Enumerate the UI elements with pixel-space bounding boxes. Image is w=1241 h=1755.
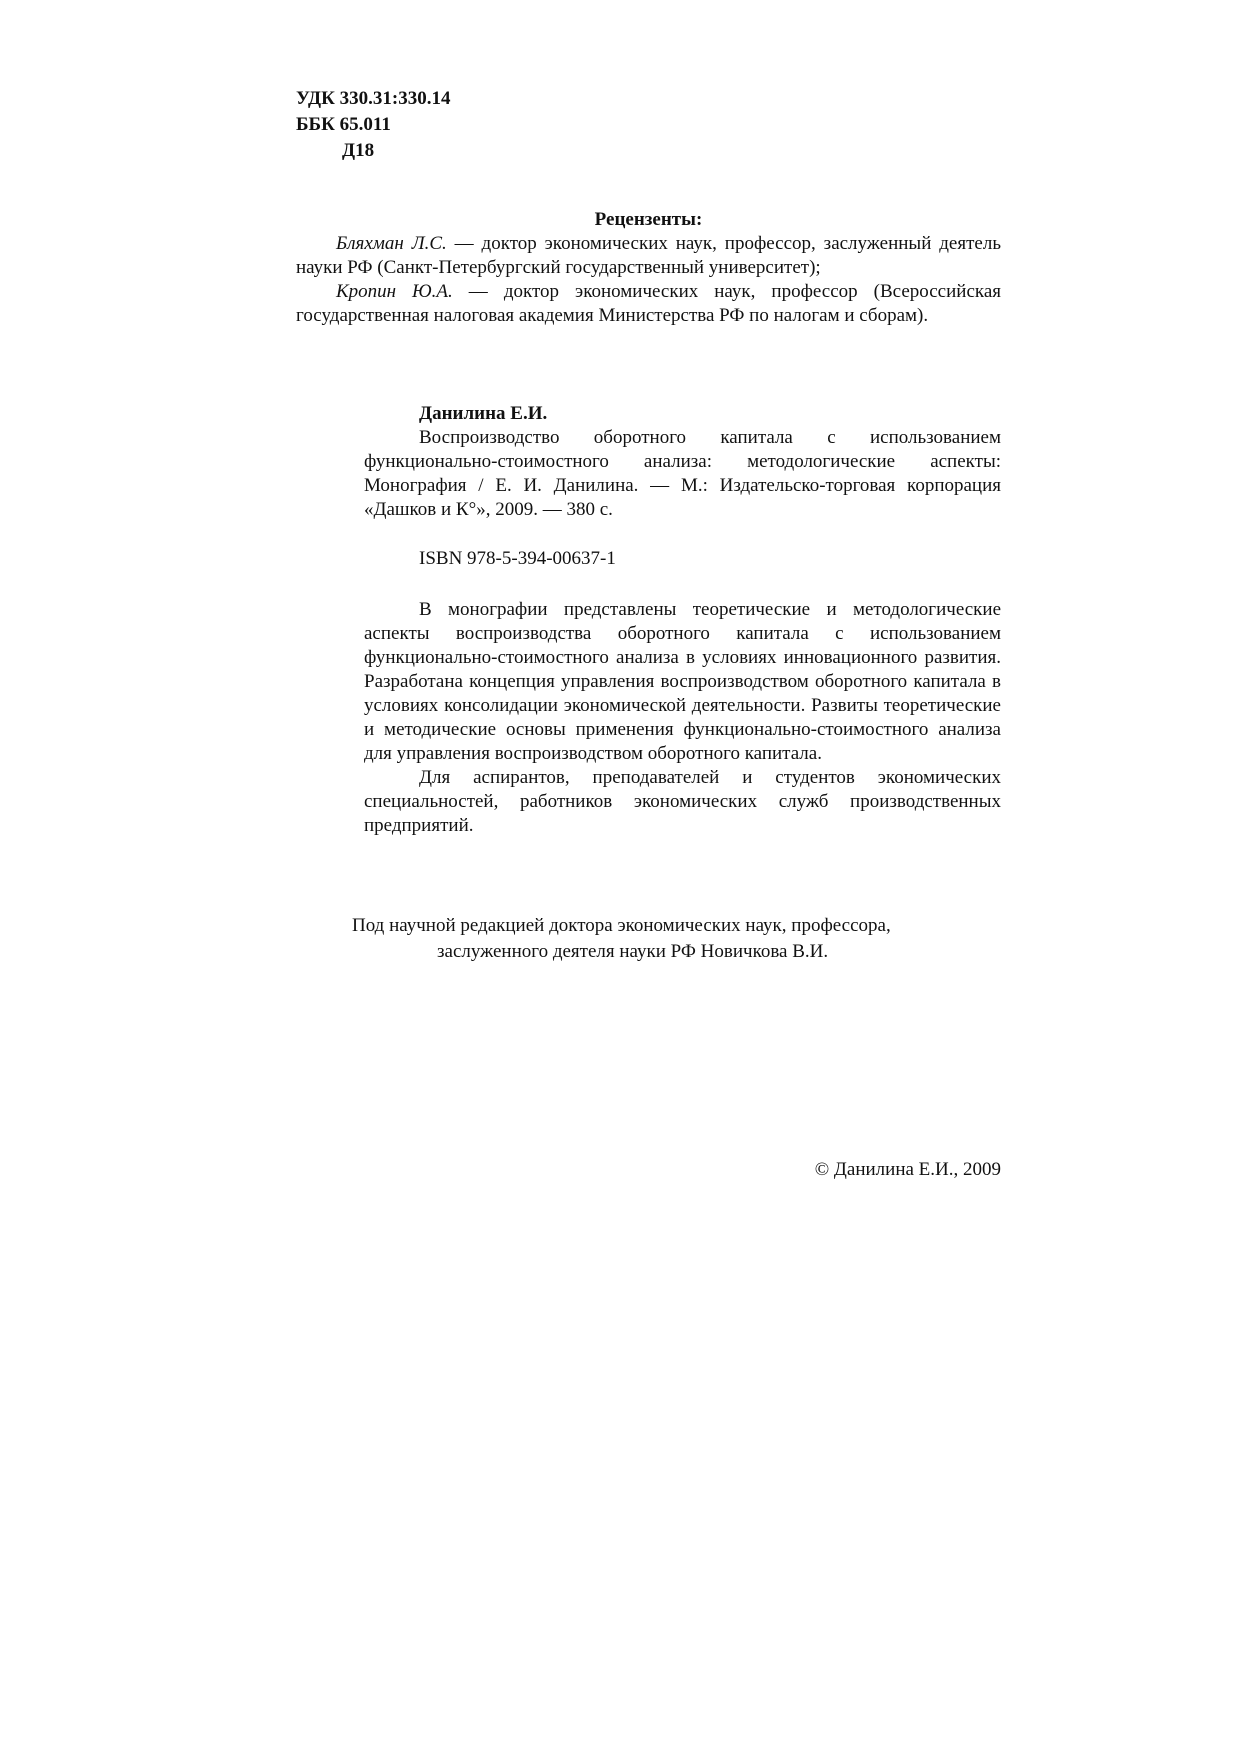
editor-line-1: Под научной редакцией доктора экономических наук, профессора, <box>352 915 891 936</box>
annotation-paragraph: В монографии представлены теоретические и методологические аспекты воспроизводства оборотного капитала с использованием функционально-стоимостного анализа в условиях инновационного развития. Разработана концепция управления воспроизводством оборотного капитала в условиях консолидации экономической деятельности. Развиты теоретические и методические основы применения функционально-стоимостного анализа для управления воспроизводством оборотного капитала. <box>364 599 1001 764</box>
bibliographic-record <box>364 402 1001 571</box>
reviewer-name: Кропин Ю.А. <box>336 281 453 302</box>
reviewers-heading: Рецензенты: <box>594 209 703 230</box>
book-description: Воспроизводство оборотного капитала с использованием функционально-стоимостного анализа: методологические аспекты: Монография / Е. И. Данилина. — М.: Издательско-торговая корпорация «Дашков и К°», 2009. — 380 с. <box>364 427 1001 520</box>
annotation <box>364 598 1001 838</box>
classification-codes <box>296 86 450 164</box>
editor-note <box>300 913 1000 965</box>
annotation-paragraph: Для аспирантов, преподавателей и студентов экономических специальностей, работников экономических служб производственных предприятий. <box>364 767 1001 836</box>
bbk-code: ББК 65.011 <box>296 114 391 135</box>
author-mark: Д18 <box>342 140 375 161</box>
reviewer-description: — доктор экономических наук, профессор, заслуженный деятель науки РФ (Санкт-Петербургский государственный университет); <box>296 233 1001 278</box>
udk-code: УДК 330.31:330.14 <box>296 88 451 109</box>
reviewer-name: Бляхман Л.С. <box>336 233 447 254</box>
isbn: ISBN 978-5-394-00637-1 <box>419 548 616 569</box>
book-author: Данилина Е.И. <box>419 403 548 424</box>
reviewer-entry <box>296 232 1001 280</box>
copyright: © Данилина Е.И., 2009 <box>814 1159 1001 1180</box>
reviewers-section <box>296 208 1001 328</box>
editor-line-2: заслуженного деятеля науки РФ Новичкова В.И. <box>437 941 829 962</box>
reviewer-entry <box>296 280 1001 328</box>
reviewer-description: — доктор экономических наук, профессор (Всероссийская государственная налоговая академия Министерства РФ по налогам и сборам). <box>296 281 1001 326</box>
